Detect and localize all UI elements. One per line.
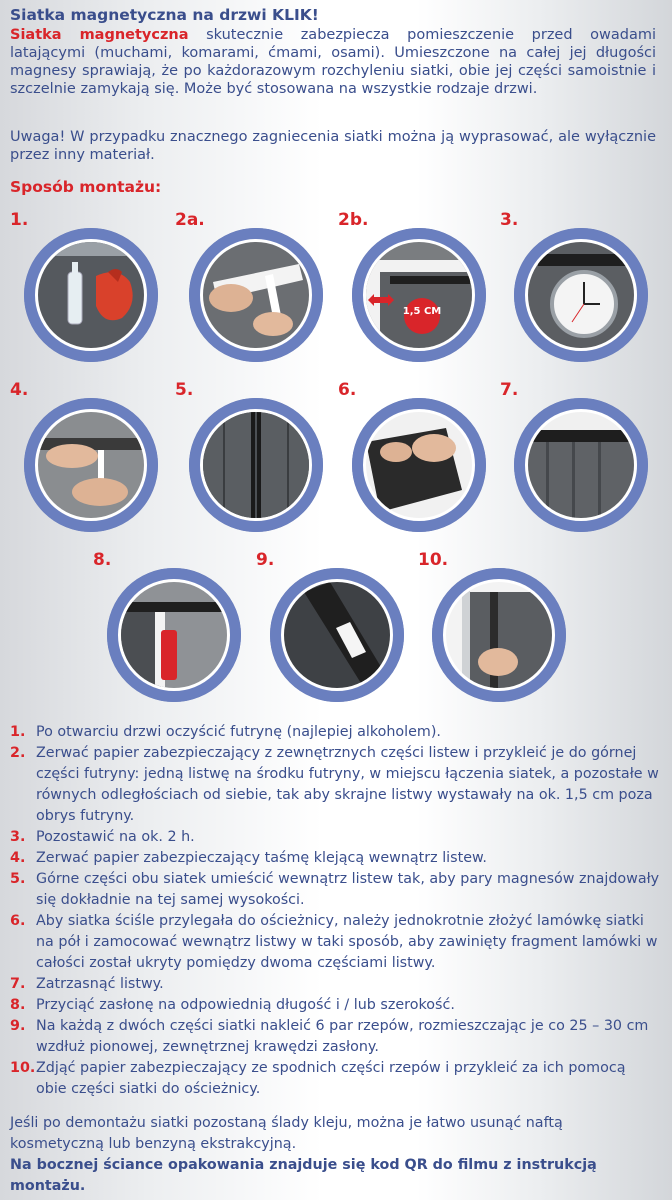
instruction-item: 3. Pozostawić na ok. 2 h. (10, 829, 195, 845)
step-3-figure (500, 210, 640, 350)
step-1-figure (10, 210, 150, 350)
intro-lead: Siatka magnetyczna (10, 27, 189, 43)
step-9-figure (256, 550, 396, 690)
instruction-item: 2. Zerwać papier zabezpieczający z zewnętrznych części listew i przykleić je do górnej części futryny: jedną listwę na środku futryny, w miejscu łączenia siatek, a pozostałe w równych odległościach od siebie, tak aby skrajne listwy wystawały na ok. 1,5 cm poza obrys futryny. (10, 745, 659, 824)
step-6-figure (338, 380, 478, 520)
step-4-figure (10, 380, 150, 520)
step-10-figure (418, 550, 558, 690)
measure-label: 1,5 CM (402, 306, 442, 317)
step-8-figure (93, 550, 233, 690)
step-5-figure (175, 380, 315, 520)
step-number: 2b. (338, 210, 369, 230)
instruction-item: 1. Po otwarciu drzwi oczyścić futrynę (najlepiej alkoholem). (10, 724, 441, 740)
warning-paragraph: Uwaga! W przypadku znacznego zagniecenia siatki można ją wyprasować, ale wyłącznie przez inny materiał. (10, 129, 656, 163)
step-number: 8. (93, 550, 112, 570)
intro-paragraph (10, 26, 656, 100)
step-7-figure (500, 380, 640, 520)
instruction-item: 10. Zdjąć papier zabezpieczający ze spodnich części rzepów i przykleić za ich pomocą obie części siatki do ościeżnicy. (10, 1060, 626, 1097)
step-number: 1. (10, 210, 29, 230)
instruction-item: 7. Zatrzasnąć listwy. (10, 976, 164, 992)
step-2b-figure (338, 210, 478, 350)
step-number: 9. (256, 550, 275, 570)
glue-removal-note: Jeśli po demontażu siatki pozostaną ślady kleju, można je łatwo usunąć naftą kosmetyczną lub benzyną ekstrakcyjną. (10, 1115, 563, 1152)
instruction-item: 5. Górne części obu siatek umieścić wewnątrz listew tak, aby pary magnesów znajdowały się dokładnie na tej samej wysokości. (10, 871, 660, 908)
step-number: 3. (500, 210, 519, 230)
qr-code-note: Na bocznej ściance opakowania znajduje się kod QR do filmu z instrukcją montażu. (10, 1157, 597, 1194)
instruction-item: 8. Przyciąć zasłonę na odpowiednią długość i / lub szerokość. (10, 997, 455, 1013)
intro-text: skutecznie zabezpiecza pomieszczenie przed owadami latającymi (muchami, komarami, ćmami, osami). Umieszczone na całej jej długości magnesy sprawiają, że po każdorazowym rozchyleniu siatki, obie jej części samoistnie i szczelnie zamykają się. Może być stosowana na wszystkie rodzaje drzwi. (10, 27, 656, 97)
instructions-list (10, 722, 660, 1100)
step-number: 7. (500, 380, 519, 400)
step-number: 5. (175, 380, 194, 400)
step-number: 4. (10, 380, 29, 400)
step-number: 6. (338, 380, 357, 400)
instruction-item: 6. Aby siatka ściśle przylegała do ościeżnicy, należy jednokrotnie złożyć lamówkę siatki na pół i zamocować wewnątrz listwy w taki sposób, aby zawinięty fragment lamówki w całości został ukryty pomiędzy dwoma częściami listwy. (10, 913, 658, 971)
mounting-heading: Sposób montażu: (10, 178, 162, 196)
instruction-item: 9. Na każdą z dwóch części siatki nakleić 6 par rzepów, rozmieszczając je co 25 – 30 cm wzdłuż pionowej, zewnętrznej krawędzi zasłony. (10, 1018, 649, 1055)
document-title: Siatka magnetyczna na drzwi KLIK! (10, 6, 319, 24)
step-2a-figure (175, 210, 315, 350)
step-number: 10. (418, 550, 449, 570)
step-number: 2a. (175, 210, 205, 230)
instruction-item: 4. Zerwać papier zabezpieczający taśmę klejącą wewnątrz listew. (10, 850, 487, 866)
